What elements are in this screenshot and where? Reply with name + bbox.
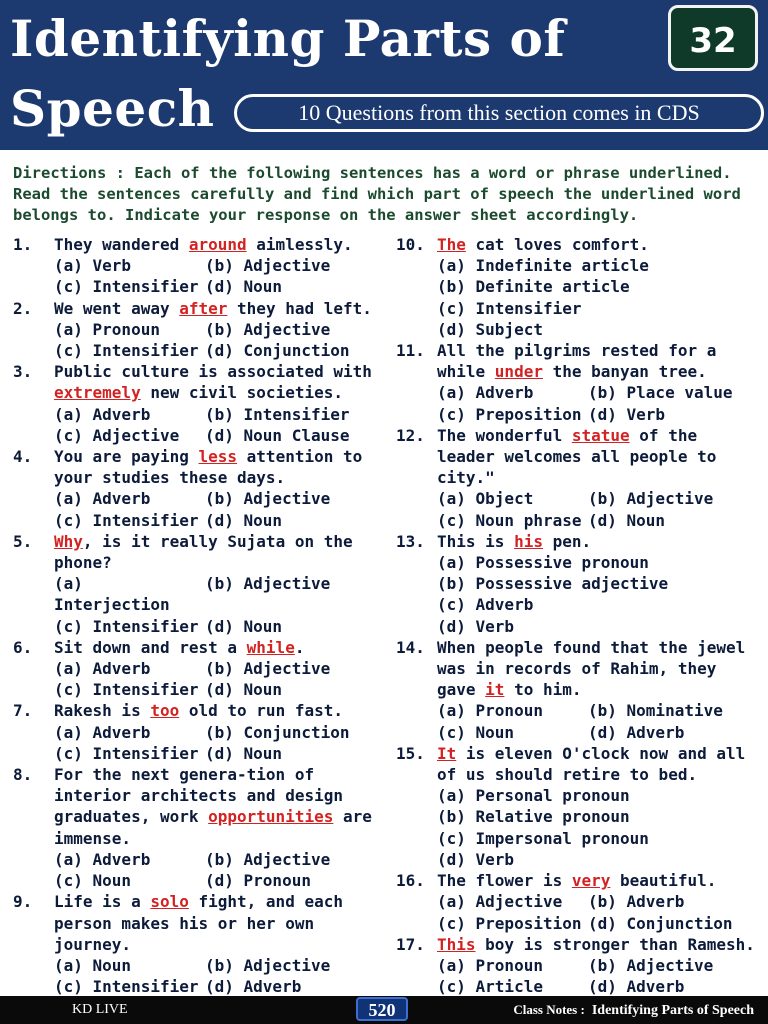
chapter-number-badge: 32 [668,5,758,71]
question-item [396,340,764,425]
questions-column-left [13,234,383,997]
answer-option: (b) Conjunction [205,722,350,742]
underlined-word: opportunities [208,807,334,827]
question-text-before: Life is a [54,892,151,912]
answer-option: (a) Pronoun [437,701,543,721]
question-text [437,425,764,489]
answer-option: (d) Noun [205,510,283,530]
answer-option: (a) Verb [54,256,132,276]
answer-option: (a) Adverb [437,383,534,403]
answer-option: (d) Conjunction [205,341,350,361]
answer-option: (b) Possessive adjective [437,574,669,594]
answer-option: (a) Adverb [54,659,151,679]
answer-options [54,255,383,297]
answer-option: (b) Adverb [588,892,685,912]
question-text-after: the banyan tree. [542,362,707,382]
question-text-after: attention to your studies these days. [54,447,363,488]
question-text-before: You are paying [54,447,199,467]
answer-option: (d) Noun [205,743,283,763]
answer-option: (c) Preposition [437,913,582,933]
directions-text: Directions : Each of the following sentences has a word or phrase underlined. Read the sentences carefully and find which part of speech the underlined word belongs to. Indicate your response on the answer sheet accordingly. [13,164,741,224]
answer-option: (a) Adjective [437,892,563,912]
question-text [437,531,764,552]
answer-option: (d) Adverb [588,977,685,997]
question-text-after: new civil societies. [140,383,343,403]
question-text-before: The wonderful [437,425,572,445]
answer-option: (a) Possessive pronoun [437,553,649,573]
question-item [396,531,764,637]
question-number: 7. [13,701,33,721]
question-text-before: All the pilgrims rested for a while [437,341,717,382]
question-text [54,298,383,319]
question-item [13,361,383,446]
question-text-after: . [294,637,305,657]
question-number: 13. [396,531,425,551]
question-text [437,934,764,955]
underlined-word: Why [54,531,83,551]
answer-option: (c) Preposition [437,404,582,424]
answer-option: (b) Adjective [205,489,331,509]
answer-option: (a) Adverb [54,722,151,742]
answer-option: (c) Intensifier [54,680,199,700]
question-text-before: We went away [54,298,180,318]
question-text-after: they had left. [227,298,372,318]
answer-option: (a) Adverb [54,489,151,509]
answer-option: (d) Pronoun [205,871,311,891]
answer-options [437,255,764,340]
answer-option: (c) Intensifier [54,977,199,997]
question-text-after: is eleven O'clock now and all of us should retire to bed. [437,743,746,785]
question-text [437,870,764,891]
question-text [54,700,383,721]
answer-option: (d) Subject [437,319,543,339]
answer-option: (d) Adverb [588,722,685,742]
answer-option: (c) Article [437,977,543,997]
underlined-word: around [188,235,247,254]
answer-option: (b) Adjective [588,489,714,509]
question-text-after: old to run fast. [179,701,343,721]
answer-option: (a) Noun [54,955,132,975]
question-text [54,891,383,955]
answer-option: (d) Noun [205,616,283,636]
question-number: 5. [13,531,33,551]
underlined-word: This [437,934,476,954]
question-number: 9. [13,892,33,912]
question-text-before: When people found that the jewel was in records of Rahim, they gave [437,637,746,700]
answer-options [54,404,383,446]
answer-option: (a) Indefinite article [437,256,649,276]
question-item [396,637,764,743]
question-text-before: Rakesh is [54,701,151,721]
answer-option: (d) Adverb [205,977,302,997]
question-number: 12. [396,425,425,445]
answer-options [54,849,383,891]
answer-option: (d) Noun [205,680,283,700]
answer-options [54,722,383,764]
question-item [13,764,383,891]
underlined-word: while [246,637,295,657]
answer-option: (a) Adverb [54,404,151,424]
question-text [54,764,383,849]
question-text-after: beautiful. [610,871,717,891]
question-text-after: boy is stronger than Ramesh. [475,934,755,954]
answer-option: (d) Verb [437,849,515,869]
underlined-word: his [514,531,543,551]
question-number: 11. [396,341,425,361]
question-text [54,361,383,403]
answer-option: (c) Impersonal pronoun [437,828,649,848]
answer-option: (c) Noun [437,722,515,742]
footer-bar [0,996,768,1024]
answer-options [437,552,764,637]
page-title-line2: Speech [10,79,215,138]
question-text-after: of the leader welcomes all people to city." [437,425,717,488]
answer-option: (c) Intensifier [54,616,199,636]
underlined-word: It [437,743,457,763]
answer-option: (d) Noun [205,277,283,297]
question-item [13,891,383,997]
answer-option: (c) Intensifier [54,510,199,530]
answer-options [437,382,764,424]
answer-option: (a) Adverb [54,849,151,869]
answer-option: (a) Pronoun [54,319,160,339]
underlined-word: The [437,235,466,254]
answer-option: (a) Interjection [54,574,170,615]
question-item [396,234,764,340]
question-item [13,234,383,298]
question-text-after: , is it really Sujata on the phone? [54,531,353,573]
answer-option: (b) Adjective [205,849,331,869]
question-text-before: For the next genera-tion of interior architects and design graduates, work [54,765,343,827]
answer-option: (c) Intensifier [54,743,199,763]
underlined-word: too [150,701,180,721]
answer-options [437,785,764,870]
question-text-after: are immense. [54,807,372,848]
answer-options [437,955,764,997]
answer-options [437,700,764,742]
answer-option: (c) Intensifier [437,298,582,318]
question-number: 4. [13,447,33,467]
question-number: 8. [13,765,33,785]
question-item [396,870,764,934]
question-item [13,446,383,531]
answer-option: (d) Noun [588,510,666,530]
question-number: 15. [396,743,425,763]
answer-option: (b) Adjective [205,659,331,679]
answer-option: (c) Noun phrase [437,510,582,530]
questions-column-right [396,234,764,997]
question-item [13,298,383,362]
answer-options [437,488,764,530]
answer-option: (d) Verb [588,404,666,424]
answer-options [437,891,764,933]
question-number: 10. [396,235,425,254]
answer-options [54,955,383,997]
answer-option: (b) Adjective [205,955,331,975]
question-text [437,743,764,785]
question-item [396,934,764,998]
answer-option: (c) Adjective [54,425,180,445]
question-item [13,637,383,701]
answer-option: (b) Adjective [205,319,331,339]
question-number: 1. [13,235,33,254]
answer-option: (d) Conjunction [588,913,733,933]
underlined-word: solo [150,892,189,912]
underlined-word: after [179,298,228,318]
footer-title [513,1000,754,1021]
question-text-before: Sit down and rest a [54,637,247,657]
answer-option: (a) Pronoun [437,955,543,975]
question-item [396,743,764,870]
header-banner [0,0,768,150]
underlined-word: very [571,871,611,891]
question-number: 3. [13,362,33,382]
question-text [54,531,383,573]
answer-option: (d) Verb [437,616,515,636]
answer-option: (b) Relative pronoun [437,807,630,827]
question-item [396,425,764,531]
underlined-word: statue [571,425,630,445]
underlined-word: less [198,447,238,467]
answer-option: (b) Adjective [588,955,714,975]
answer-option: (b) Definite article [437,277,630,297]
question-text-before: They wandered [54,235,189,254]
question-text [437,340,764,382]
page-title-line1: Identifying Parts of [10,9,566,68]
question-text [54,234,383,255]
answer-option: (c) Noun [54,871,132,891]
underlined-word: extremely [54,383,141,403]
answer-options [54,319,383,361]
footer-chapter-title: Identifying Parts of Speech [591,1003,754,1018]
underlined-word: under [494,362,543,382]
answer-option: (a) Object [437,489,534,509]
question-number: 16. [396,871,425,891]
question-text [437,637,764,701]
tagline-pill: 10 Questions from this section comes in CDS [234,94,764,132]
footer-brand: KD LIVE [72,1002,128,1017]
question-text-after: cat loves comfort. [465,235,649,254]
answer-option: (c) Intensifier [54,341,199,361]
question-number: 17. [396,934,425,954]
question-text-before: This is [437,531,515,551]
answer-option: (b) Adjective [205,574,331,594]
footer-label: Class Notes : [513,1002,585,1017]
answer-options [54,658,383,700]
answer-option: (a) Personal pronoun [437,786,630,806]
answer-option: (b) Intensifier [205,404,350,424]
answer-option: (b) Nominative [588,701,723,721]
answer-option: (c) Adverb [437,595,534,615]
answer-options [54,488,383,530]
question-text [54,637,383,658]
question-text [54,446,383,488]
question-item [13,531,383,637]
answer-option: (c) Intensifier [54,277,199,297]
question-text-after: pen. [542,531,592,551]
answer-option: (b) Adjective [205,256,331,276]
question-text-before: The flower is [437,871,572,891]
answer-option: (d) Noun Clause [205,425,350,445]
question-text-after: to him. [504,680,582,700]
question-text-after: aimlessly. [246,235,353,254]
underlined-word: it [485,680,505,700]
question-number: 14. [396,637,425,657]
question-item [13,700,383,764]
question-number: 2. [13,298,33,318]
question-text-before: Public culture is associated with [54,362,372,382]
question-text-after: fight, and each person makes his or her own journey. [54,892,343,954]
question-number: 6. [13,637,33,657]
page-number-badge: 520 [356,997,408,1021]
question-text [437,234,764,255]
answer-option: (b) Place value [588,383,733,403]
answer-options [54,573,383,637]
